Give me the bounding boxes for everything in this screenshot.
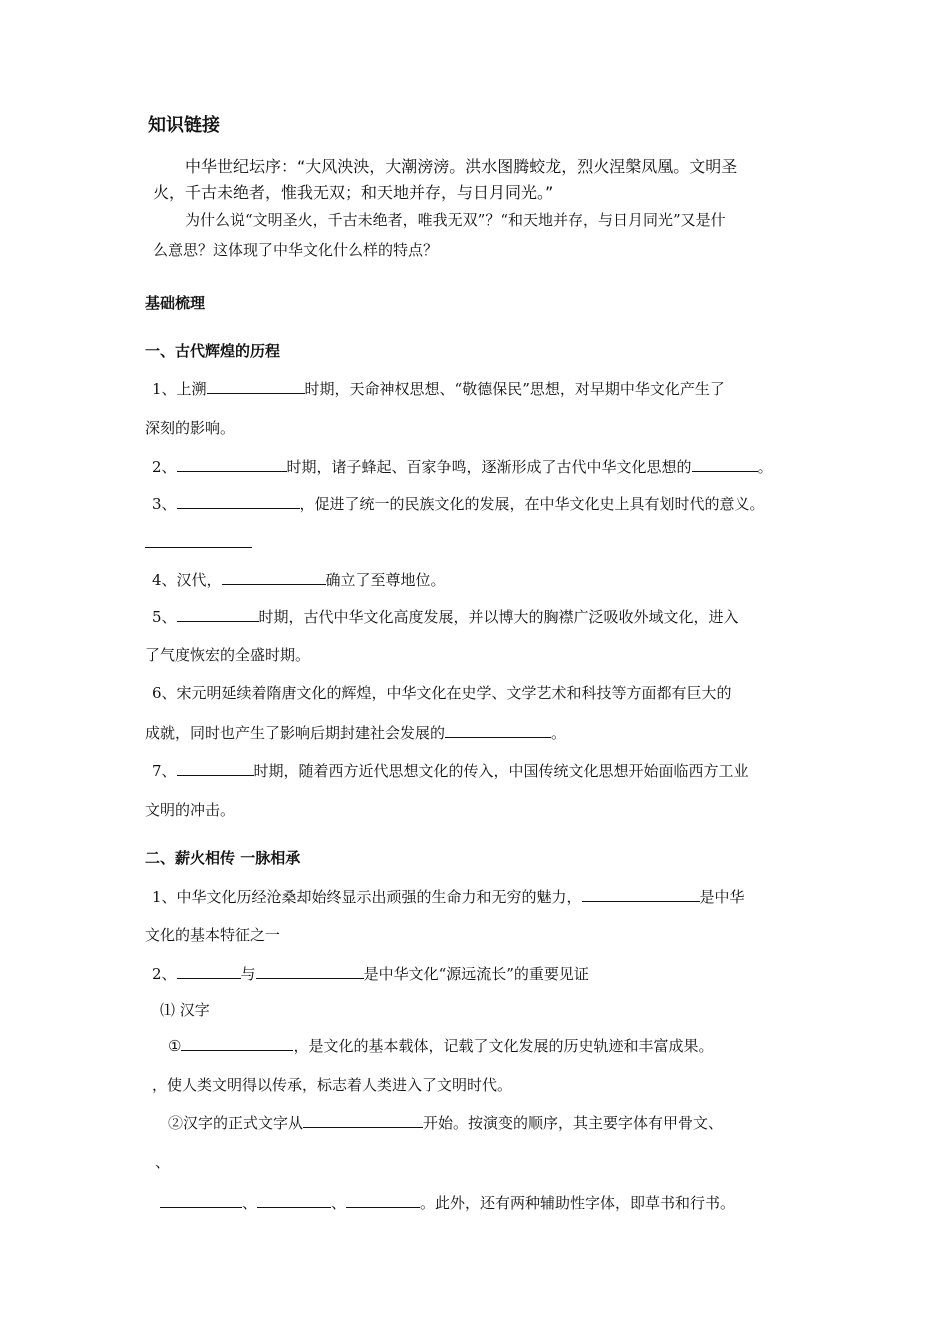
s1-item5-line1 bbox=[152, 606, 739, 627]
s2-circle2-line1 bbox=[168, 1112, 723, 1133]
s1-item6-text-c: 。 bbox=[551, 724, 567, 742]
s1-item1-blank[interactable] bbox=[207, 378, 305, 394]
s2-circle1-text-a: ① bbox=[168, 1037, 182, 1055]
s1-item7-text-a: 7、 bbox=[152, 762, 177, 780]
s2-circle1-blank[interactable] bbox=[181, 1035, 293, 1051]
s2-circle2-blank[interactable] bbox=[303, 1112, 423, 1128]
s1-item4-blank[interactable] bbox=[222, 569, 326, 585]
s2-script-blank-1[interactable] bbox=[160, 1192, 242, 1208]
s2-circle2-text-b: 开始。按演变的顺序，其主要字体有甲骨文、 bbox=[423, 1114, 724, 1132]
s1-item2-line bbox=[152, 456, 773, 477]
s1-item2-text-b: 时期，诸子蜂起、百家争鸣，逐渐形成了古代中华文化思想的 bbox=[286, 458, 692, 476]
s2-script-text-end: 。此外，还有两种辅助性字体，即草书和行书。 bbox=[420, 1194, 736, 1212]
s1-item7-line1 bbox=[152, 760, 749, 781]
s2-item1-blank[interactable] bbox=[582, 886, 700, 902]
s1-item3-blank-continued[interactable] bbox=[145, 547, 252, 548]
s1-item4-text-a: 4、汉代， bbox=[152, 571, 222, 589]
s1-item2-text-c: 。 bbox=[757, 458, 773, 476]
s1-item2-text-a: 2、 bbox=[152, 458, 177, 476]
s1-item5-text-a: 5、 bbox=[152, 608, 177, 626]
s1-item7-blank[interactable] bbox=[177, 760, 254, 776]
s2-item2-text-a: 2、 bbox=[152, 965, 177, 983]
s1-item5-text-b: 时期，古代中华文化高度发展，并以博大的胸襟广泛吸收外域文化，进入 bbox=[258, 608, 739, 626]
s1-item6-blank[interactable] bbox=[445, 722, 551, 738]
s1-item4-text-b: 确立了至尊地位。 bbox=[325, 571, 446, 589]
s2-item2-line bbox=[152, 963, 589, 984]
s2-script-blank-3[interactable] bbox=[346, 1192, 420, 1208]
s1-item4-line bbox=[152, 569, 446, 590]
s2-sub-chinese-characters: ⑴ 汉字 bbox=[160, 1001, 210, 1019]
s1-item3-line bbox=[152, 493, 765, 514]
s1-item3-text-a: 3、 bbox=[152, 495, 177, 513]
s1-item5-line2: 了气度恢宏的全盛时期。 bbox=[145, 646, 311, 664]
s2-item1-text-b: 是中华 bbox=[699, 888, 745, 906]
s2-item2-blank-2[interactable] bbox=[256, 963, 364, 979]
section1-heading: 一、古代辉煌的历程 bbox=[145, 342, 281, 360]
s2-circle2-text-a: ②汉字的正式文字从 bbox=[168, 1114, 304, 1132]
intro-text-line-1: 中华世纪坛序：“大风泱泱，大潮滂滂。洪水图腾蛟龙，烈火涅槃凤凰。文明圣 bbox=[185, 157, 738, 176]
s2-item1-text-a: 1、中华文化历经沧桑却始终显示出顽强的生命力和无穷的魅力， bbox=[152, 888, 582, 906]
s2-script-blank-2[interactable] bbox=[257, 1192, 331, 1208]
s1-item7-text-b: 时期，随着西方近代思想文化的传入，中国传统文化思想开始面临西方工业 bbox=[253, 762, 749, 780]
knowledge-link-heading: 知识链接 bbox=[148, 115, 220, 136]
intro-text-line-2: 火，千古未绝者，惟我无双；和天地并存，与日月同光。” bbox=[153, 183, 554, 202]
s1-item7-line2: 文明的冲击。 bbox=[145, 801, 236, 819]
basic-review-heading: 基础梳理 bbox=[145, 294, 206, 312]
s2-item1-line2: 文化的基本特征之一 bbox=[145, 926, 281, 944]
s1-item3-blank[interactable] bbox=[177, 493, 300, 509]
s2-circle1-text-b: ，是文化的基本载体，记载了文化发展的历史轨迹和丰富成果。 bbox=[293, 1037, 714, 1055]
question-line-1: 为什么说“文明圣火，千古未绝者，唯我无双”？“和天地并存，与日月同光”又是什 bbox=[185, 211, 726, 229]
s2-item2-blank-1[interactable] bbox=[177, 963, 241, 979]
s1-item1-text-a: 1、上溯 bbox=[152, 380, 207, 398]
s1-item1-text-b: 时期，天命神权思想、“敬德保民”思想，对早期中华文化产生了 bbox=[304, 380, 725, 398]
s1-item2-blank-1[interactable] bbox=[177, 456, 287, 472]
s1-item1-line1 bbox=[152, 378, 725, 399]
question-line-2: 么意思？这体现了中华文化什么样的特点？ bbox=[153, 241, 439, 259]
s1-item3-text-b: ，促进了统一的民族文化的发展，在中华文化史上具有划时代的意义。 bbox=[299, 495, 765, 513]
s1-item1-line2: 深刻的影响。 bbox=[145, 419, 236, 437]
s2-script-sep-1: 、 bbox=[242, 1194, 258, 1212]
s1-item2-blank-2[interactable] bbox=[692, 456, 758, 472]
s1-item6-line1: 6、宋元明延续着隋唐文化的辉煌，中华文化在史学、文学艺术和科技等方面都有巨大的 bbox=[152, 684, 732, 702]
s2-item2-text-c: 是中华文化“源远流长”的重要见证 bbox=[363, 965, 589, 983]
s2-circle1-line2: ，使人类文明得以传承，标志着人类进入了文明时代。 bbox=[152, 1076, 513, 1094]
s2-circle2-line2: 、 bbox=[155, 1153, 171, 1171]
s2-script-sep-2: 、 bbox=[331, 1194, 347, 1212]
s2-circle2-line3 bbox=[160, 1192, 735, 1213]
s1-item6-text-b: 成就，同时也产生了影响后期封建社会发展的 bbox=[145, 724, 446, 742]
s2-circle1-line1 bbox=[168, 1035, 713, 1056]
s1-item5-blank[interactable] bbox=[177, 606, 259, 622]
section2-heading: 二、薪火相传 一脉相承 bbox=[145, 849, 301, 867]
s2-item1-line1 bbox=[152, 886, 745, 907]
s1-item6-line2 bbox=[145, 722, 566, 743]
s2-item2-text-b: 与 bbox=[240, 965, 256, 983]
